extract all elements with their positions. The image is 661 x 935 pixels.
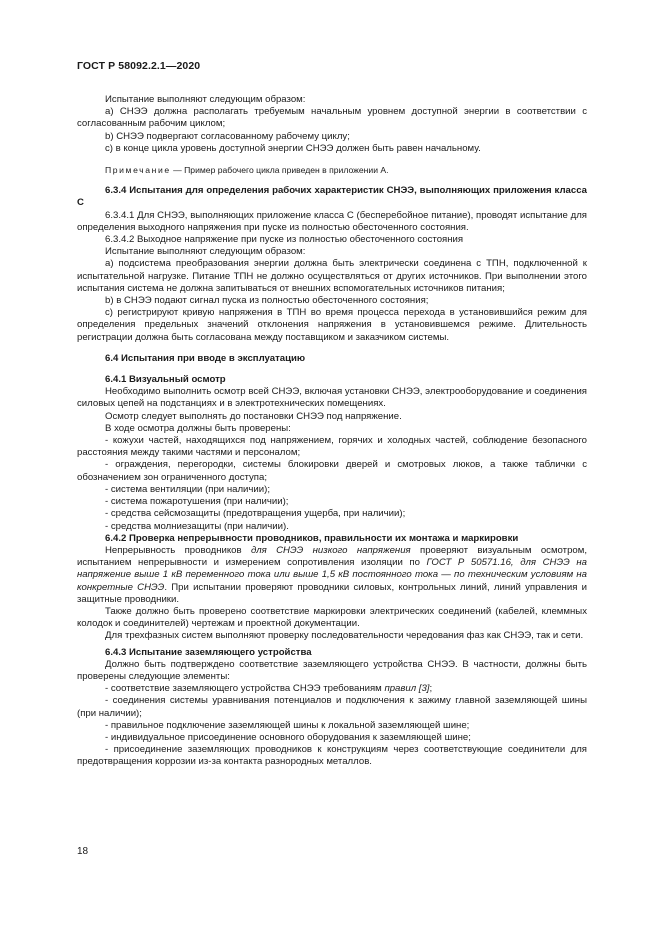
list-item: - система пожаротушения (при наличии); <box>105 496 289 508</box>
paragraph <box>77 545 587 606</box>
list-item: - кожухи частей, находящихся под напряжением, горячих и холодных частей, соблюдение безопасного расстояния между такими частями и персоналом; <box>77 435 587 459</box>
text-run: Непрерывность проводников <box>105 544 251 556</box>
list-item: а) подсистема преобразования энергии должна быть электрически соединена с ТПН, подключенной к испытательной нагрузке. Питание ТПН не должно осуществляться от других источников. При выполнении этого испытания система не должна запитываться от внешних вспомогательных источников питания; <box>77 258 587 294</box>
note-text: — Пример рабочего цикла приведен в приложении А. <box>170 165 389 176</box>
list-item: - соединения системы уравнивания потенциалов и подключения к зажиму главной заземляющей шины (при наличии); <box>77 695 587 719</box>
subsection-heading: 6.4.3 Испытание заземляющего устройства <box>105 646 312 658</box>
text-run: . При испытании проверяют проводники силовых, контрольных линий, линий управления и защитные проводники. <box>77 581 587 605</box>
list-item: - присоединение заземляющих проводников к конструкциям через соответствующие соединители для предотвращения коррозии из-за контакта разнородных металлов. <box>77 744 587 768</box>
list-item: - правильное подключение заземляющей шины к локальной заземляющей шине; <box>105 719 470 731</box>
paragraph: В ходе осмотра должны быть проверены: <box>105 422 291 434</box>
paragraph: 6.3.4.1 Для СНЭЭ, выполняющих приложение класса С (бесперебойное питание), проводят испытание для определения выходного напряжения при пуске из полностью обесточенного состояния. <box>77 209 587 233</box>
italic-run: правил [3] <box>384 683 430 695</box>
list-item: с) регистрируют кривую напряжения в ТПН во время процесса перехода в установившийся режим для определения предельных значений отклонения напряжения в установившемся режиме. Длительность регистрации должна быть согласована между поставщиком и заказчиком системы. <box>77 307 587 343</box>
list-item: - средства сейсмозащиты (предотвращения ущерба, при наличии); <box>105 508 406 520</box>
paragraph: Для трехфазных систем выполняют проверку последовательности чередования фаз как СНЭЭ, так и сети. <box>105 630 584 642</box>
paragraph: Необходимо выполнить осмотр всей СНЭЭ, включая установки СНЭЭ, электрооборудование и соединения силовых цепей на подстанциях и в электротехнических помещениях. <box>77 386 587 410</box>
text-run: проверяют визуальным осмотром, испытанием непрерывности и измерением сопротивления изоляции по <box>77 544 588 569</box>
italic-run: ГОСТ Р 50571.16, для СНЭЭ на напряжение выше 1 кВ переменного тока или выше 1,5 кВ постоянного тока — по техническим условиям на конкретные СНЭЭ <box>77 557 587 593</box>
document-body <box>77 94 587 769</box>
paragraph: Осмотр следует выполнять до постановки СНЭЭ под напряжение. <box>105 410 402 422</box>
list-item: а) СНЭЭ должна располагать требуемым начальным уровнем доступной энергии в соответствии с согласованным рабочим циклом; <box>77 106 587 130</box>
list-item <box>77 683 587 695</box>
text-run: - соответствие заземляющего устройства СНЭЭ требованиям <box>105 683 385 695</box>
italic-run: для СНЭЭ низкого напряжения <box>250 544 411 556</box>
paragraph: Также должно быть проверено соответствие маркировки электрических соединений (кабелей, клеммных колодок и соединителей) чертежам и проектной документации. <box>77 605 587 630</box>
page-number: 18 <box>77 846 89 857</box>
paragraph: Испытание выполняют следующим образом: <box>105 246 306 258</box>
section-heading: 6.4 Испытания при вводе в эксплуатацию <box>105 352 306 364</box>
list-item: - индивидуальное присоединение основного оборудования к заземляющей шине; <box>105 731 471 743</box>
text-run: ; <box>429 683 433 695</box>
list-item: - средства молниезащиты (при наличии). <box>105 520 289 532</box>
note-label: Примечание <box>105 165 171 176</box>
list-item: с) в конце цикла уровень доступной энергии СНЭЭ должен быть равен начальному. <box>105 142 481 154</box>
page-header-standard: ГОСТ Р 58092.2.1—2020 <box>77 60 201 72</box>
paragraph: Должно быть подтверждено соответствие заземляющего устройства СНЭЭ. В частности, должны быть проверены следующие элементы: <box>77 658 587 682</box>
list-item: - система вентиляции (при наличии); <box>105 483 270 495</box>
note <box>77 164 587 176</box>
subsection-heading: 6.4.1 Визуальный осмотр <box>105 374 226 386</box>
list-item: b) СНЭЭ подвергают согласованному рабочему циклу; <box>105 130 350 142</box>
list-item: b) в СНЭЭ подают сигнал пуска из полностью обесточенного состояния; <box>105 295 429 307</box>
paragraph: Испытание выполняют следующим образом: <box>105 94 306 105</box>
paragraph: 6.3.4.2 Выходное напряжение при пуске из полностью обесточенного состояния <box>105 234 464 246</box>
section-heading: 6.3.4 Испытания для определения рабочих характеристик СНЭЭ, выполняющих приложения класса С <box>77 185 587 209</box>
subsection-heading: 6.4.2 Проверка непрерывности проводников, правильности их монтажа и маркировки <box>105 532 519 544</box>
list-item: - ограждения, перегородки, системы блокировки дверей и смотровых люков, а также таблички с обозначением зон ограниченного доступа; <box>77 459 587 483</box>
